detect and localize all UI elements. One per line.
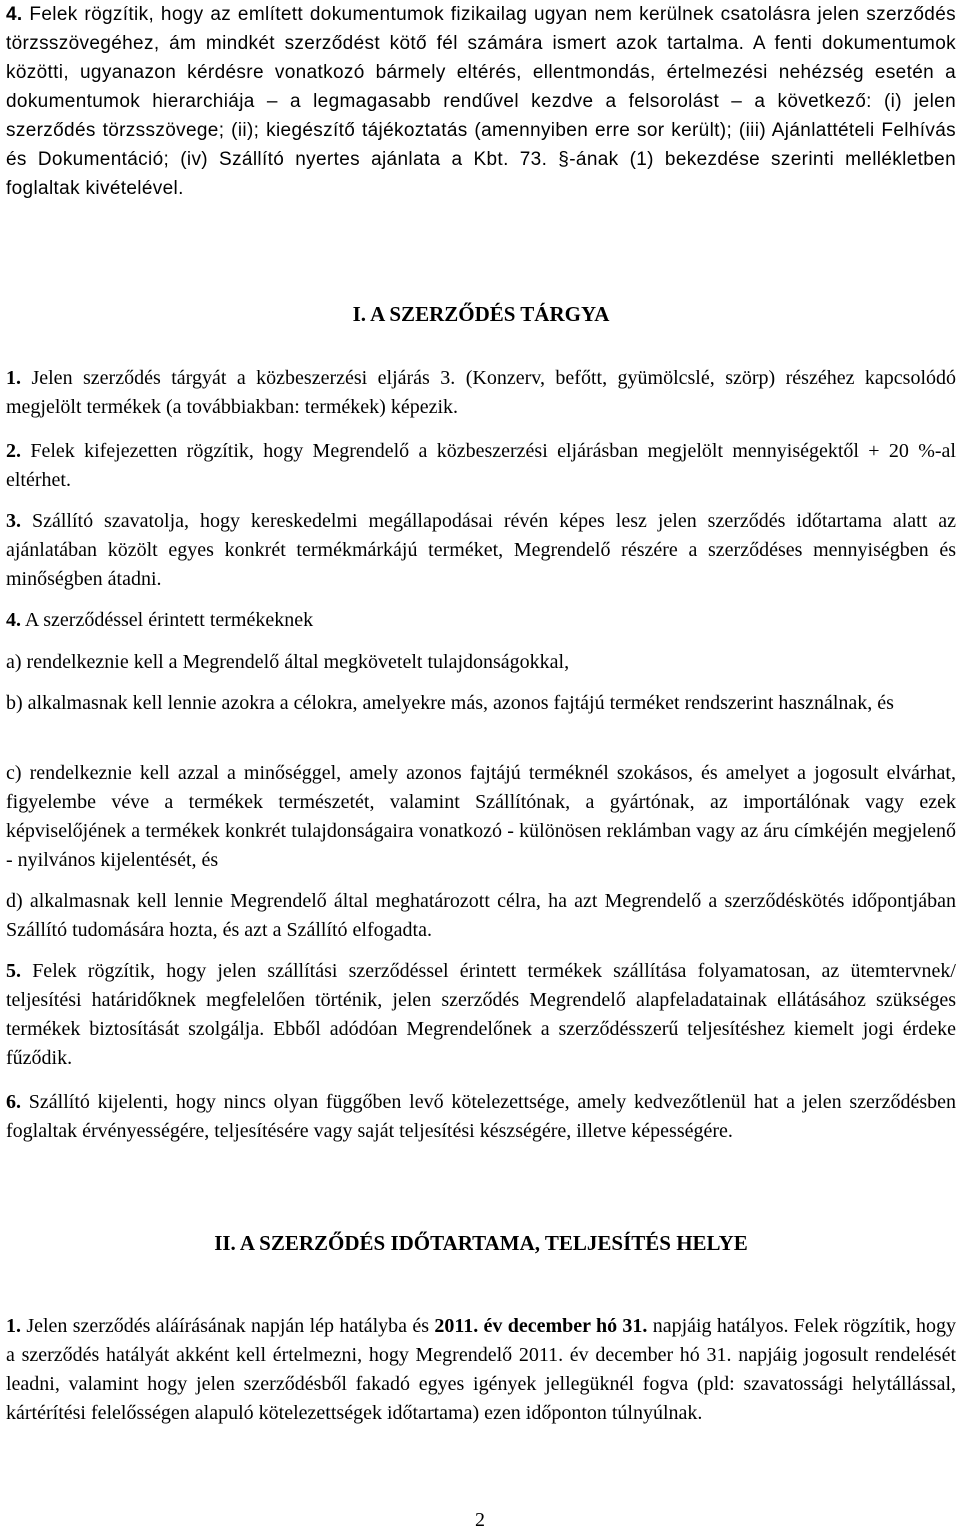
item-number: 2. (6, 440, 21, 462)
intro-text: Felek rögzítik, hogy az említett dokumentumok fizikailag ugyan nem kerülnek csatolásra jelen szerződés törzsszövegéhez, ám mindkét szerződést kötő fél számára ismert azok tartalma. A fenti dokumentumok közötti, ugyanazon kérdésre vonatkozó bármely eltérés, ellentmondás, értelmezési nehézség esetén a dokumentumok hierarchiája – a legmagasabb rendűvel kezdve a felsorolást – a következő: (i) jelen szerződés törzsszövege; (ii); kiegészítő tájékoztatás (amennyiben erre sor került); (iii) Ajánlattételi Felhívás és Dokumentáció; (iv) Szállító nyertes ajánlata a Kbt. 73. §-ának (1) bekezdése szerinti mellékletben foglaltak kivételével. (6, 4, 956, 199)
section-1-title: I. A SZERZŐDÉS TÁRGYA (352, 302, 610, 326)
sub-item-c: c) rendelkeznie kell azzal a minőséggel, amely azonos fajtájú terméknél szokásos, és amelyet a jogosult elvárhat, figyelembe véve a termékek természetét, valamint Szállítónak, a gyártónak, az importálónak vagy ezek képviselőjének a termékek konkrét tulajdonságaira vonatkozó - különösen reklámban vagy az áru címkéjén megjelenő - nyilvános kijelentését, és (6, 762, 956, 871)
section-1-item-3 (6, 507, 956, 594)
section-1-item-2 (6, 437, 956, 495)
item-text-post: napjáig hatályos. Felek rögzítik, hogy a szerződés hatályát akként kell értelmezni, hogy Megrendelő 2011. év december hó 31. napjáig jogosult rendelését leadni, valamint hogy jelen szerződésből fakadó egyes igények jellegüknél fogva (pld: szavatossági helytállással, kártérítési felelősségen alapuló kötelezettségek időtartama) ezen időponton túlnyúlnak. (6, 1315, 957, 1424)
section-1-item-4 (6, 606, 956, 635)
intro-paragraph (6, 0, 956, 203)
item-number: 1. (6, 1315, 21, 1337)
item-number: 3. (6, 510, 21, 532)
sub-item-a: a) rendelkeznie kell a Megrendelő által megkövetelt tulajdonságokkal, (6, 651, 570, 673)
item-text: Jelen szerződés tárgyát a közbeszerzési eljárás 3. (Konzerv, befőtt, gyümölcslé, szörp) részéhez kapcsolódó megjelölt termékek (a továbbiakban: termékek) képezik. (6, 367, 957, 418)
item-text: Felek rögzítik, hogy jelen szállítási szerződéssel érintett termékek szállítása folyamatosan, az ütemtervnek/ teljesítési határidőknek megfelelően történik, jelen szerződés Megrendelő alapfeladatainak ellátásához szükséges termékek biztosítását szolgálja. Ebből adódóan Megrendelőnek a szerződésszerű teljesítéshez kiemelt jogi érdeke fűződik. (6, 960, 956, 1069)
section-2-item-1 (6, 1312, 956, 1428)
item-text: Szállító kijelenti, hogy nincs olyan függőben levő kötelezettsége, amely kedvezőtlenül hat a jelen szerződésben foglaltak érvényességére, teljesítésére vagy saját teljesítési készségére, illetve képességére. (6, 1091, 956, 1142)
intro-number: 4. (6, 4, 23, 25)
item-text: A szerződéssel érintett termékeknek (24, 609, 314, 631)
section-1-item-5 (6, 957, 956, 1073)
section-1-item-6 (6, 1088, 956, 1146)
item-text: Felek kifejezetten rögzítik, hogy Megrendelő a közbeszerzési eljárásban megjelölt mennyiségektől + 20 %-al eltérhet. (6, 440, 956, 491)
item-text: Szállító szavatolja, hogy kereskedelmi megállapodásai révén képes lesz jelen szerződés időtartama alatt az ajánlatában közölt egyes konkrét termékmárkájú terméket, Megrendelő részére a szerződéses mennyiségben és minőségben átadni. (6, 510, 957, 590)
item-number: 4. (6, 609, 21, 631)
section-2-title: II. A SZERZŐDÉS IDŐTARTAMA, TELJESÍTÉS HELYE (214, 1231, 748, 1255)
sub-item-d: d) alkalmasnak kell lennie Megrendelő által meghatározott célra, ha azt Megrendelő a szerződéskötés időpontjában Szállító tudomására hozta, és azt a Szállító elfogadta. (6, 890, 956, 941)
section-1-item-1 (6, 364, 956, 422)
item-text-pre: Jelen szerződés aláírásának napján lép hatályba és (26, 1315, 430, 1337)
item-number: 1. (6, 367, 21, 389)
item-date-bold: 2011. év december hó 31. (434, 1315, 648, 1337)
item-number: 5. (6, 960, 21, 982)
sub-item-b: b) alkalmasnak kell lennie azokra a célokra, amelyekre más, azonos fajtájú terméket rendszerint használnak, és (6, 692, 894, 714)
item-number: 6. (6, 1091, 21, 1113)
page-number: 2 (475, 1509, 485, 1531)
